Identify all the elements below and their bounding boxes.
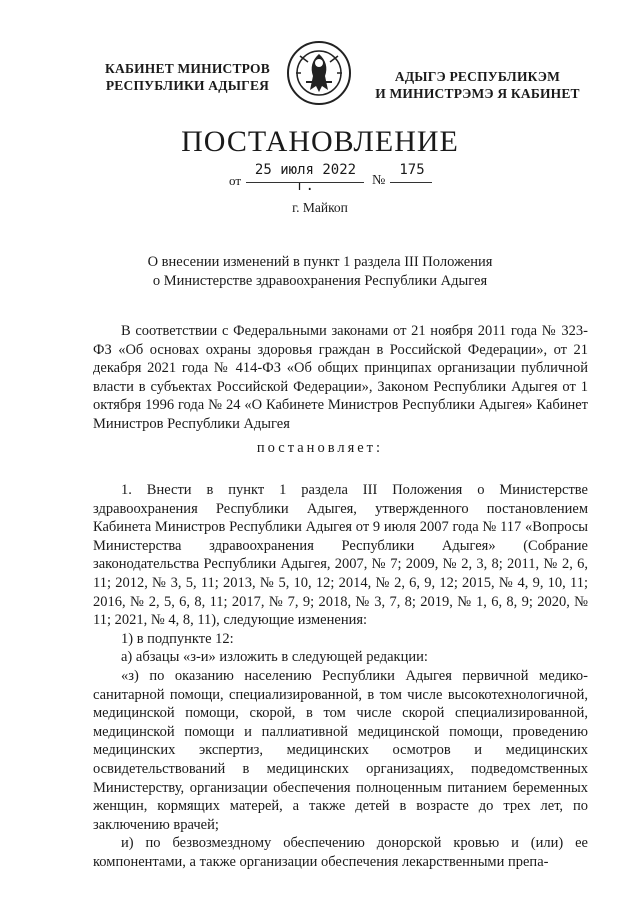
decree-body (93, 481, 588, 871)
paragraph-z: «з) по оказанию населению Республики Адыгея первичной медико-санитарной помощи, специализированной, в том числе высокотехнологичной, медицинской помощи, скорой, в том числе скорой специализированной, медицинской помощи и паллиативной медицинской помощи, проведению медицинских экспертиз, медицинских осмотров и медицинских освидетельствований в медицинских организациях, подведомственных Министерству, организации обеспечения полноценным питанием беременных женщин, кормящих матерей, а также детей в возрасте до трех лет, по заключению врачей; (93, 667, 588, 833)
subject-line1: О внесении изменений в пункт 1 раздела III Положения (147, 254, 493, 270)
issuer-left-line2: РЕСПУБЛИКИ АДЫГЕЯ (105, 78, 270, 93)
document-subject (100, 253, 540, 291)
date-prefix: от (229, 173, 242, 188)
decree-word: постановляет: (256, 440, 384, 456)
issuer-left (95, 60, 280, 94)
number-underline (390, 182, 432, 183)
document-title: ПОСТАНОВЛЕНИЕ (181, 125, 459, 158)
coat-of-arms-icon (286, 38, 352, 108)
issuer-right-line2: И МИНИСТРЭМЭ Я КАБИНЕТ (375, 86, 580, 101)
issuer-left-line1: КАБИНЕТ МИНИСТРОВ (105, 61, 270, 76)
city: г. Майкоп (292, 200, 348, 215)
item-1: 1. Внести в пункт 1 раздела III Положения о Министерстве здравоохранения Республики Адыгея, утвержденного постановлением Кабинета Министров Республики Адыгея от 9 июля 2007 года № 117 «Вопросы Министерства здравоохранения Республики Адыгея» (Собрание законодательства Республики Адыгея, 2007, № 7; 2009, № 2, 3, 8; 2011, № 2, 6, 11; 2012, № 3, 5, 11; 2013, № 5, 10, 12; 2014, № 2, 6, 9, 12; 2015, № 4, 9, 10, 11; 2016, № 2, 5, 6, 8, 11; 2017, № 7, 9; 2018, № 3, 7, 8; 2019, № 1, 6, 8, 9; 2020, № 11; 2021, № 4, 8, 11), следующие изменения: (93, 482, 588, 629)
date-number-row (0, 160, 640, 194)
subitem-1: 1) в подпункте 12: (121, 630, 234, 647)
number-sign: № (372, 173, 386, 188)
issuer-right (360, 68, 595, 102)
document-number: 175 (399, 162, 425, 178)
date-underline (246, 182, 364, 183)
issuer-right-line1: АДЫГЭ РЕСПУБЛИКЭМ (394, 69, 561, 84)
subject-line2: о Министерстве здравоохранения Республики Адыгея (152, 273, 488, 289)
document-date: 25 июля 2022 г. (254, 162, 357, 194)
subitem-1a: а) абзацы «з-и» изложить в следующей редакции: (121, 649, 428, 666)
paragraph-i: и) по безвозмездному обеспечению донорской кровью и (или) ее компонентами, а также организации обеспечения лекарственными препа- (93, 835, 588, 870)
preamble: В соответствии с Федеральными законами от 21 ноября 2011 года № 323-ФЗ «Об основах охраны здоровья граждан в Российской Федерации», от 21 декабря 2021 года № 414-ФЗ «Об общих принципах организации публичной власти в субъектах Российской Федерации», Законом Республики Адыгея от 1 октября 1996 года № 24 «О Кабинете Министров Республики Адыгея» Кабинет Министров Республики Адыгея (93, 323, 588, 432)
